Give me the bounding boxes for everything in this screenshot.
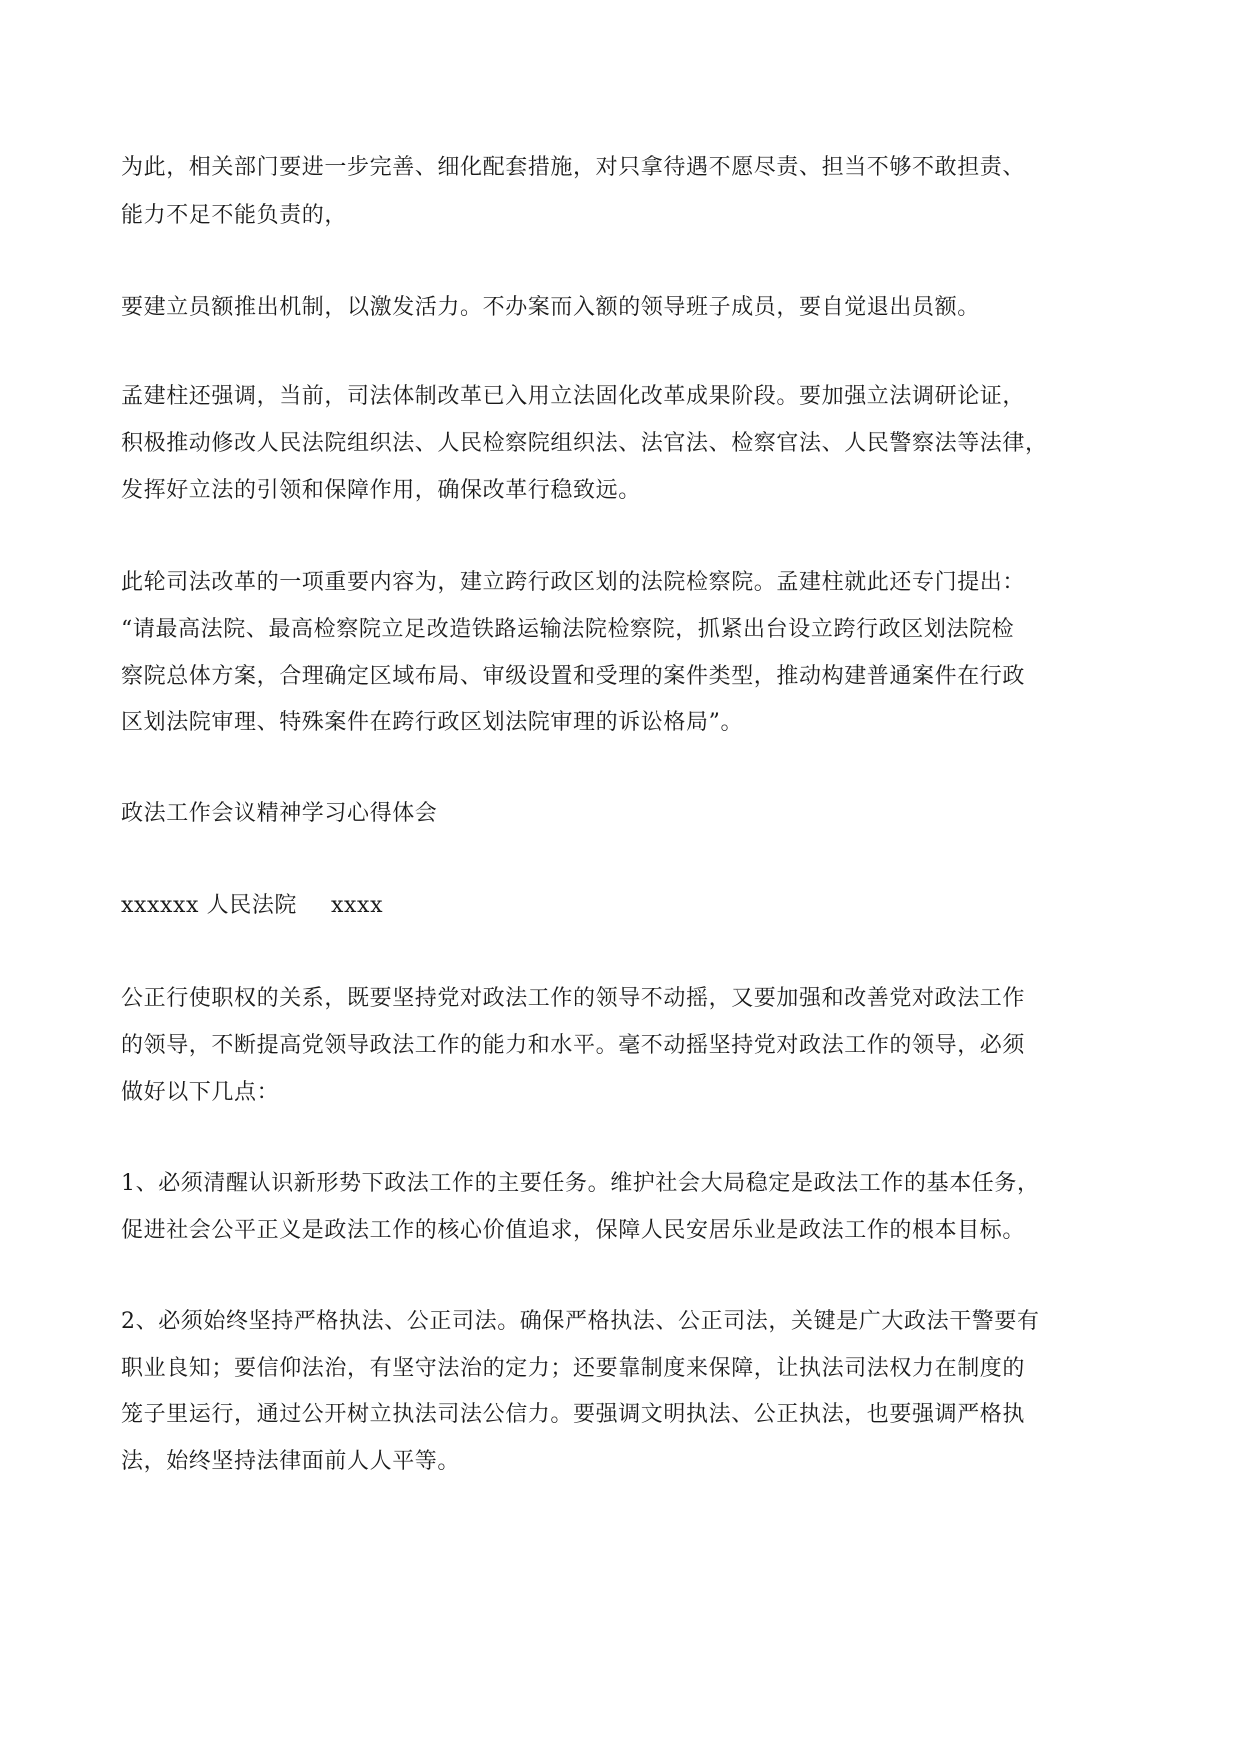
paragraph-6-line-1: 1、必须清醒认识新形势下政法工作的主要任务。维护社会大局稳定是政法工作的基本任务， (121, 1171, 1040, 1196)
paragraph-7-line-4: 法，始终坚持法律面前人人平等。 (121, 1449, 461, 1474)
paragraph-4-line-3: 察院总体方案，合理确定区域布局、审级设置和受理的案件类型，推动构建普通案件在行政 (121, 664, 1026, 689)
paragraph-5-line-2: 的领导，不断提高党领导政法工作的能力和水平。毫不动摇坚持党对政法工作的领导，必须 (121, 1033, 1026, 1058)
document-title: 政法工作会议精神学习心得体会 (121, 801, 438, 826)
paragraph-1-line-2: 能力不足不能负责的， (121, 203, 348, 228)
author-name: xxxx (331, 893, 384, 918)
paragraph-6-line-2: 促进社会公平正义是政法工作的核心价值追求，保障人民安居乐业是政法工作的根本目标。 (121, 1218, 1026, 1243)
paragraph-4-line-2: “请最高法院、最高检察院立足改造铁路运输法院检察院，抓紧出台设立跨行政区划法院检 (121, 617, 1015, 642)
paragraph-4-line-4: 区划法院审理、特殊案件在跨行政区划法院审理的诉讼格局”。 (121, 710, 744, 735)
paragraph-5-line-1: 公正行使职权的关系，既要坚持党对政法工作的领导不动摇，又要加强和改善党对政法工作 (121, 986, 1026, 1011)
paragraph-3-line-2: 积极推动修改人民法院组织法、人民检察院组织法、法官法、检察官法、人民警察法等法律， (121, 431, 1048, 456)
paragraph-7-line-1: 2、必须始终坚持严格执法、公正司法。确保严格执法、公正司法，关键是广大政法干警要有 (121, 1309, 1040, 1334)
paragraph-1-line-1: 为此，相关部门要进一步完善、细化配套措施，对只拿待遇不愿尽责、担当不够不敢担责、 (121, 155, 1026, 180)
paragraph-7-line-3: 笼子里运行，通过公开树立执法司法公信力。要强调文明执法、公正执法，也要强调严格执 (121, 1402, 1026, 1427)
paragraph-7-line-2: 职业良知；要信仰法治，有坚守法治的定力；还要靠制度来保障，让执法司法权力在制度的 (121, 1356, 1026, 1381)
paragraph-5-line-3: 做好以下几点： (121, 1080, 280, 1105)
paragraph-3-line-1: 孟建柱还强调，当前，司法体制改革已入用立法固化改革成果阶段。要加强立法调研论证， (121, 384, 1026, 409)
paragraph-3-line-3: 发挥好立法的引领和保障作用，确保改革行稳致远。 (121, 478, 641, 503)
paragraph-2-line-1: 要建立员额推出机制，以激发活力。不办案而入额的领导班子成员，要自觉退出员额。 (121, 295, 980, 320)
author-org: xxxxxx 人民法院 (121, 893, 298, 918)
paragraph-4-line-1: 此轮司法改革的一项重要内容为，建立跨行政区划的法院检察院。孟建柱就此还专门提出： (121, 570, 1026, 595)
author-line (121, 890, 383, 922)
